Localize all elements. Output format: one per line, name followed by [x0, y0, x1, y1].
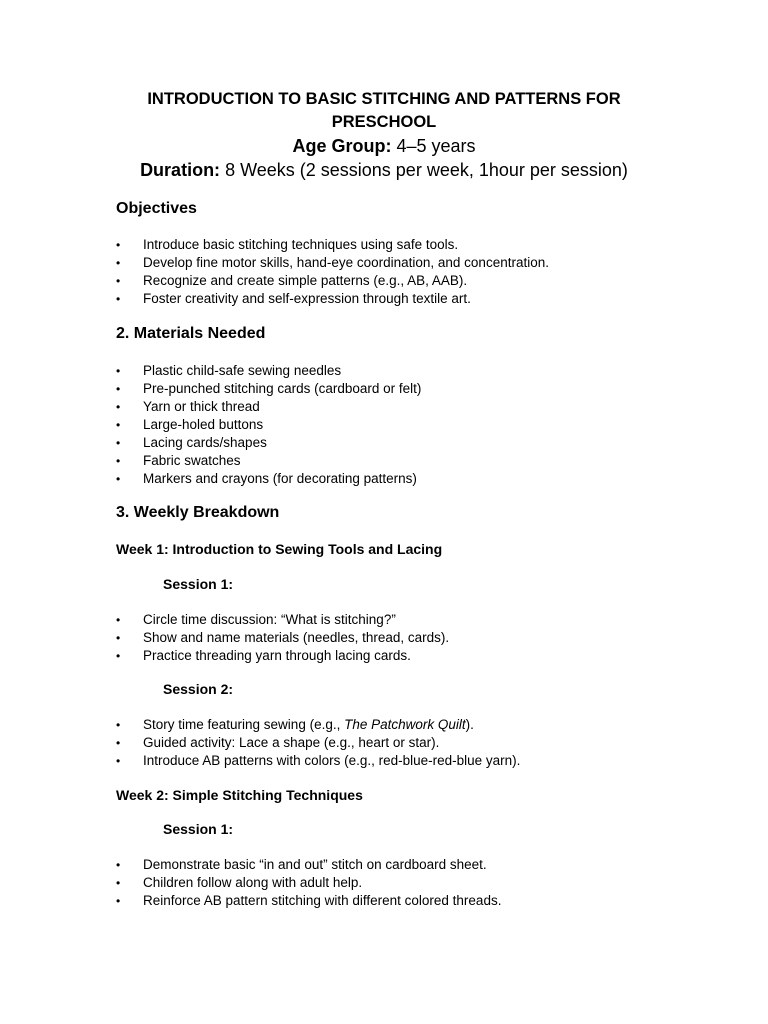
list-item: • Story time featuring sewing (e.g., The Patchwork Quilt).: [116, 717, 474, 732]
list-item: • Introduce AB patterns with colors (e.g., red-blue-red-blue yarn).: [116, 753, 521, 768]
list-item: • Demonstrate basic “in and out” stitch on cardboard sheet.: [116, 857, 487, 872]
bullet-icon: •: [116, 436, 121, 450]
list-item: • Plastic child-safe sewing needles: [116, 363, 342, 378]
bullet-icon: •: [116, 649, 121, 663]
bullet-icon: •: [116, 631, 121, 645]
list-item: • Yarn or thick thread: [116, 399, 260, 414]
materials-list: [116, 362, 736, 488]
week1-session2-list: [116, 716, 736, 770]
book-title: The Patchwork Quilt: [344, 717, 466, 732]
list-item: • Develop fine motor skills, hand-eye coordination, and concentration.: [116, 255, 549, 270]
bullet-icon: •: [116, 400, 121, 414]
bullet-icon: •: [116, 292, 121, 306]
list-item: • Markers and crayons (for decorating patterns): [116, 471, 417, 486]
bullet-icon: •: [116, 876, 121, 890]
duration-value: 8 Weeks (2 sessions per week, 1hour per session): [220, 160, 628, 180]
list-item: • Children follow along with adult help.: [116, 875, 363, 890]
list-item: • Foster creativity and self-expression through textile art.: [116, 291, 471, 306]
materials-heading: 2. Materials Needed: [116, 325, 266, 342]
bullet-icon: •: [116, 894, 121, 908]
bullet-icon: •: [116, 754, 121, 768]
week1-session1-heading: Session 1:: [163, 576, 234, 592]
list-item: • Pre-punched stitching cards (cardboard or felt): [116, 381, 422, 396]
objectives-list: [116, 236, 736, 308]
week2-session1-list: [116, 856, 736, 910]
objectives-heading: Objectives: [116, 200, 197, 217]
week1-heading: Week 1: Introduction to Sewing Tools and Lacing: [116, 541, 443, 557]
bullet-icon: •: [116, 256, 121, 270]
list-item: • Practice threading yarn through lacing cards.: [116, 648, 411, 663]
list-item: • Large-holed buttons: [116, 417, 264, 432]
bullet-icon: •: [116, 274, 121, 288]
bullet-icon: •: [116, 454, 121, 468]
bullet-icon: •: [116, 382, 121, 396]
title-block: [0, 88, 768, 182]
bullet-icon: •: [116, 238, 121, 252]
week1-session1-list: [116, 611, 736, 665]
duration-line: [0, 158, 768, 182]
list-item: • Reinforce AB pattern stitching with different colored threads.: [116, 893, 502, 908]
list-item: • Lacing cards/shapes: [116, 435, 267, 450]
week1-session2-heading: Session 2:: [163, 681, 234, 697]
list-item: • Recognize and create simple patterns (e.g., AB, AAB).: [116, 273, 468, 288]
week2-session1-heading: Session 1:: [163, 821, 234, 837]
list-item: • Guided activity: Lace a shape (e.g., heart or star).: [116, 735, 440, 750]
bullet-icon: •: [116, 472, 121, 486]
duration-label: Duration:: [140, 160, 221, 180]
weekly-breakdown-heading: 3. Weekly Breakdown: [116, 504, 280, 521]
bullet-icon: •: [116, 364, 121, 378]
list-item: • Show and name materials (needles, thread, cards).: [116, 630, 450, 645]
bullet-icon: •: [116, 613, 121, 627]
document-title: INTRODUCTION TO BASIC STITCHING AND PATTERNS FOR PRESCHOOL: [147, 90, 621, 131]
age-group-line: [0, 134, 768, 158]
bullet-icon: •: [116, 736, 121, 750]
bullet-icon: •: [116, 858, 121, 872]
list-item: • Fabric swatches: [116, 453, 241, 468]
list-item: • Circle time discussion: “What is stitching?”: [116, 612, 396, 627]
age-group-label: Age Group:: [292, 136, 392, 156]
list-item: • Introduce basic stitching techniques using safe tools.: [116, 237, 459, 252]
bullet-icon: •: [116, 718, 121, 732]
bullet-icon: •: [116, 418, 121, 432]
week2-heading: Week 2: Simple Stitching Techniques: [116, 787, 363, 803]
age-group-value: 4–5 years: [391, 136, 476, 156]
